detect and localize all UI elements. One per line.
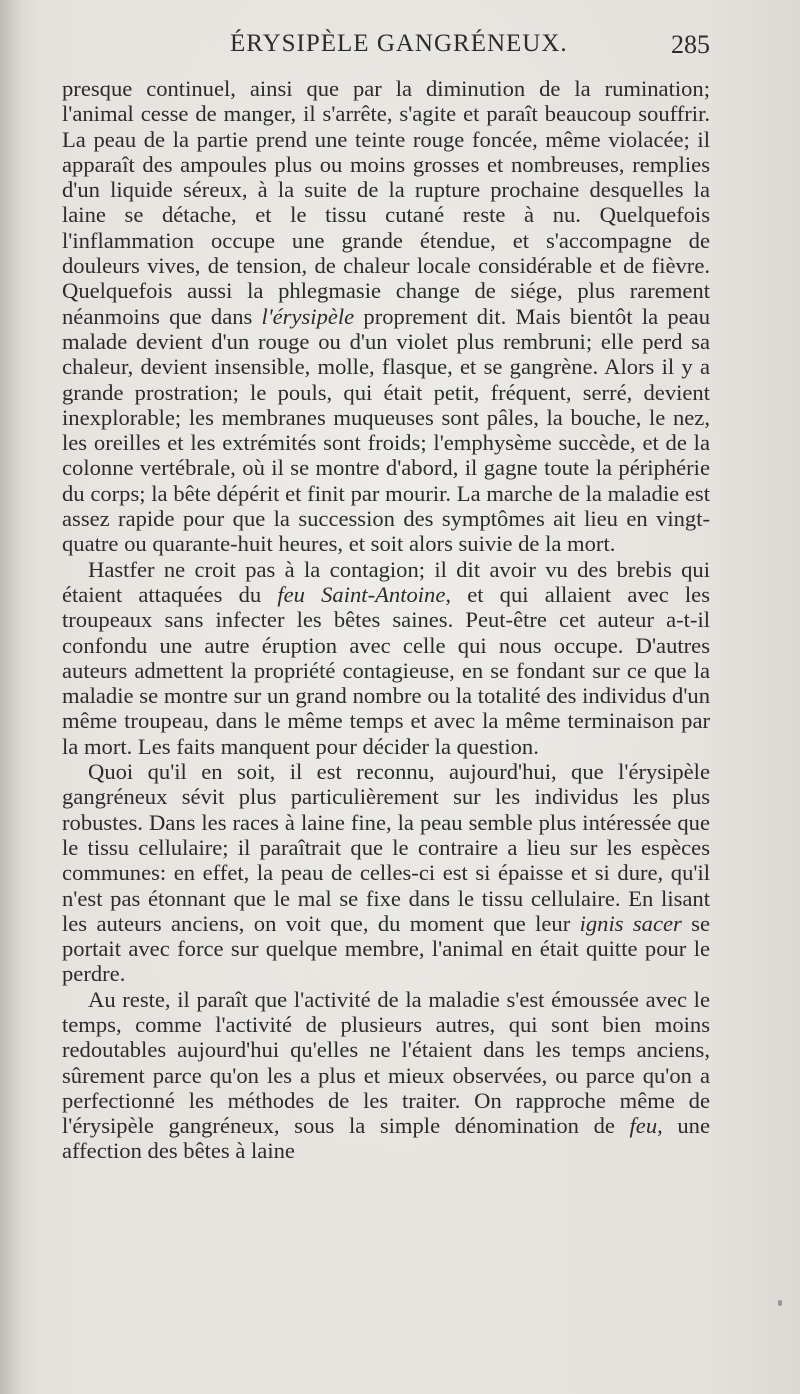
text-run: se portait avec force sur quelque membre, l'animal en était quitte pour le perdre. <box>62 910 710 987</box>
book-gutter-shadow <box>0 0 22 1394</box>
text-run: Au reste, il paraît que l'activité de la maladie s'est émoussée avec le temps, comme l'activité de plusieurs autres, qui sont bien moins redoutables aujourd'hui qu'elles ne l'étaient dans les temps anciens, sûrement parce qu'on les a plus et mieux observées, ou parce qu'on a perfectionné les méthodes de les traiter. On rapproche même de l'érysipèle gangréneux, sous la simple dénomination de <box>62 986 710 1139</box>
ink-speck <box>778 1300 782 1306</box>
page-number: 285 <box>671 30 710 59</box>
running-head <box>60 30 710 64</box>
paragraph <box>62 76 710 557</box>
paragraph <box>62 557 710 759</box>
text-run: , et qui allaient avec les troupeaux sans infecter les bêtes saines. Peut-être cet auteur a-t-il confondu une autre éruption avec celle qui nous occupe. D'autres auteurs admettent la propriété contagieuse, en se fondant sur ce que la maladie se montre sur un grand nombre ou la totalité des individus d'un même troupeau, dans le même temps et avec la même terminaison par la mort. Les faits manquent pour décider la question. <box>62 581 710 759</box>
italic-term: feu Saint-Antoine <box>277 581 446 607</box>
italic-term: l'érysipèle <box>261 303 355 329</box>
paragraph <box>62 759 710 987</box>
text-run: presque continuel, ainsi que par la diminution de la rumination; l'animal cesse de manger, il s'arrête, s'agite et paraît beaucoup souffrir. La peau de la partie prend une teinte rouge foncée, même violacée; il apparaît des ampoules plus ou moins grosses et nombreuses, remplies d'un liquide séreux, à la suite de la rupture prochaine desquelles la laine se détache, et le tissu cutané reste à nu. Quelquefois l'inflammation occupe une grande étendue, et s'accompagne de douleurs vives, de tension, de chaleur locale considérable et de fièvre. Quelquefois aussi la phlegmasie change de siége, plus rarement néanmoins que dans <box>62 76 710 329</box>
paragraph <box>62 987 710 1164</box>
text-run: Hastfer ne croit pas à la contagion; il dit avoir vu des brebis qui étaient attaquées du <box>62 556 710 607</box>
text-run: proprement dit. Mais bientôt la peau malade devient d'un rouge ou d'un violet plus rembruni; elle perd sa chaleur, devient insensible, molle, flasque, et se gangrène. Alors il y a grande prostration; le pouls, qui était petit, fréquent, serré, devient inexplorable; les membranes muqueuses sont pâles, la bouche, le nez, les oreilles et les extrémités sont froids; l'emphysème succède, et de la colonne vertébrale, où il se montre d'abord, il gagne toute la périphérie du corps; la bête dépérit et finit par mourir. La marche de la maladie est assez rapide pour que la succession des symptômes ait lieu en vingt-quatre ou quarante-huit heures, et soit alors suivie de la mort. <box>62 303 710 557</box>
body-text <box>62 76 710 1164</box>
text-run: Quoi qu'il en soit, il est reconnu, aujourd'hui, que l'érysipèle gangréneux sévit plus particulièrement sur les individus les plus robustes. Dans les races à laine fine, la peau semble plus intéressée que le tissu cellulaire; il paraîtrait que le contraire a lieu sur les espèces communes: en effet, la peau de celles-ci est si épaisse et si dure, qu'il n'est pas étonnant que le mal se fixe dans le tissu cellulaire. En lisant les auteurs anciens, on voit que, du moment que leur <box>62 759 710 936</box>
italic-term: feu <box>629 1113 658 1139</box>
italic-term: ignis sacer <box>579 910 682 936</box>
text-run: , une affection des bêtes à laine <box>62 1113 711 1164</box>
running-title: ÉRYSIPÈLE GANGRÉNEUX. <box>230 30 568 57</box>
